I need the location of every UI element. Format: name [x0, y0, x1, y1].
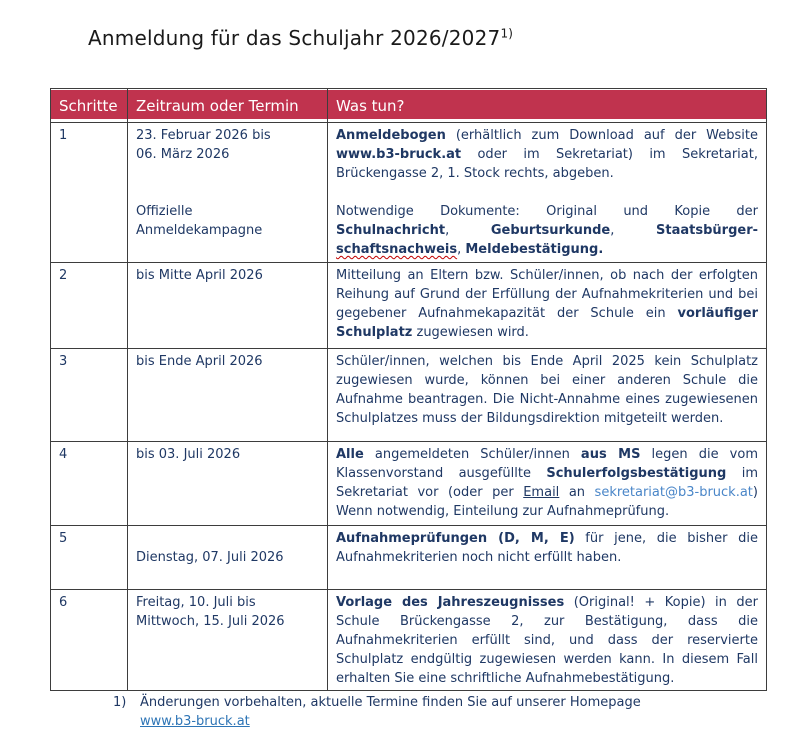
paragraph — [336, 266, 758, 342]
text-run: , — [445, 223, 491, 238]
text-run: an — [559, 485, 595, 500]
paragraph — [336, 529, 758, 567]
when-cell — [128, 349, 328, 442]
paragraph — [336, 593, 758, 688]
table-row — [51, 349, 767, 442]
date-line: Dienstag, 07. Juli 2026 — [136, 550, 284, 565]
date-line: bis Mitte April 2026 — [136, 268, 263, 283]
footnote-text: Änderungen vorbehalten, aktuelle Termine finden Sie auf unserer Homepage — [140, 695, 641, 710]
text-run: für jene, die bisher die Aufnahmekriterien noch nicht erfüllt haben. — [336, 531, 759, 565]
step-cell: 6 — [51, 590, 128, 691]
date-line — [136, 529, 319, 548]
table-row — [51, 590, 767, 691]
when-cell — [128, 442, 328, 526]
what-cell — [328, 526, 767, 590]
date-line: Mittwoch, 15. Juli 2026 — [136, 614, 285, 629]
text-run: ) Wenn notwendig, Einteilung zur Aufnahmeprüfung. — [336, 485, 758, 519]
email-word-link[interactable]: Email — [523, 485, 560, 500]
text-run: Vorlage des Jahreszeugnisses — [336, 595, 565, 610]
table-header — [51, 89, 767, 123]
text-run: www.b3-bruck.at — [336, 147, 462, 162]
paragraph — [336, 126, 758, 183]
paragraph-gap — [336, 183, 758, 202]
text-run: , — [610, 223, 657, 238]
enrollment-schedule-table — [50, 88, 767, 691]
footnote — [113, 693, 733, 731]
page-title — [88, 26, 513, 50]
text-run: Schulnachricht — [336, 223, 446, 238]
table-body — [51, 123, 767, 691]
date-line: 23. Februar 2026 bis — [136, 128, 271, 143]
text-run: oder im Sekretariat) im Sekretariat, Brückengasse 2, 1. Stock rechts, abgeben. — [336, 147, 758, 181]
header-cell-zeitraum: Zeitraum oder Termin — [128, 89, 328, 123]
date-line — [136, 183, 319, 202]
header-cell-schritte: Schritte — [51, 89, 128, 123]
footnote-marker: 1) — [113, 695, 127, 710]
date-line: bis 03. Juli 2026 — [136, 447, 241, 462]
table-row — [51, 123, 767, 263]
table-row — [51, 442, 767, 526]
step-cell: 3 — [51, 349, 128, 442]
page-title-footnote-ref: 1) — [500, 26, 514, 41]
email-address-link[interactable]: sekretariat@b3-bruck.at — [594, 485, 753, 500]
text-run: Meldebestätigung. — [465, 242, 604, 257]
text-run: Geburtsurkunde — [490, 223, 611, 238]
text-run: schaftsnachweis — [336, 242, 458, 257]
date-line: Freitag, 10. Juli bis — [136, 595, 256, 610]
paragraph — [336, 445, 758, 521]
text-run: Mitteilung an Eltern bzw. Schüler/innen, ob nach der erfolgten Reihung auf Grund der Erfüllung der Aufnahmekriterien und bei gegebener Aufnahmekapazität der Schule ein — [336, 268, 758, 321]
date-line: 06. März 2026 — [136, 147, 230, 162]
step-cell: 4 — [51, 442, 128, 526]
text-run: im Sekretariat vor (oder per — [336, 466, 758, 500]
table-row — [51, 263, 767, 349]
text-run: (erhältlich zum Download auf der Website — [445, 128, 758, 143]
text-run: Alle — [336, 447, 364, 462]
page-title-text: Anmeldung für das Schuljahr 2026/2027 — [88, 26, 501, 50]
date-line: Anmeldekampagne — [136, 223, 263, 238]
step-cell: 2 — [51, 263, 128, 349]
text-run: Aufnahmeprüfungen (D, M, E) — [336, 531, 575, 546]
step-cell: 1 — [51, 123, 128, 263]
text-run: zugewiesen wird. — [412, 325, 529, 340]
table-header-row — [51, 89, 767, 123]
text-run: Anmeldebogen — [336, 128, 446, 143]
when-cell — [128, 263, 328, 349]
date-line: Offizielle — [136, 204, 193, 219]
text-run: (Original! + Kopie) in der Schule Brückengasse 2, zur Bestätigung, dass die Aufnahmekriterien erfüllt sind, und dass der reservierte Schulplatz endgültig zugewiesen werden kann. In diesem Fall erhalten Sie eine schriftliche Aufnahmebestätigung. — [336, 595, 758, 686]
what-cell — [328, 349, 767, 442]
when-cell — [128, 526, 328, 590]
text-run: , — [457, 242, 466, 257]
text-run: angemeldeten Schüler/innen — [363, 447, 581, 462]
text-run: Schulerfolgsbestätigung — [546, 466, 727, 481]
what-cell — [328, 442, 767, 526]
when-cell — [128, 123, 328, 263]
text-run: Notwendige Dokumente: Original und Kopie der — [336, 204, 758, 219]
paragraph — [336, 202, 758, 259]
text-run: aus MS — [580, 447, 641, 462]
text-run: Staatsbürger- — [656, 223, 759, 238]
date-line — [136, 164, 319, 183]
footnote-body — [140, 693, 641, 731]
text-run: vorläufiger Schulplatz — [336, 306, 758, 340]
paragraph — [336, 352, 758, 428]
homepage-link[interactable]: www.b3-bruck.at — [140, 714, 250, 729]
date-line: bis Ende April 2026 — [136, 354, 263, 369]
text-run: legen die vom Klassenvorstand ausgefüllte — [336, 447, 758, 481]
header-cell-was-tun: Was tun? — [328, 89, 767, 123]
table-row — [51, 526, 767, 590]
when-cell — [128, 590, 328, 691]
text-run: Schüler/innen, welchen bis Ende April 2025 kein Schulplatz zugewiesen wurde, können bei einer anderen Schule die Aufnahme beantragen. Die Nicht-Annahme eines zugewiesenen Schulplatzes muss der Bildungsdirektion mitgeteilt werden. — [336, 354, 758, 426]
step-cell: 5 — [51, 526, 128, 590]
what-cell — [328, 263, 767, 349]
what-cell — [328, 590, 767, 691]
what-cell — [328, 123, 767, 263]
